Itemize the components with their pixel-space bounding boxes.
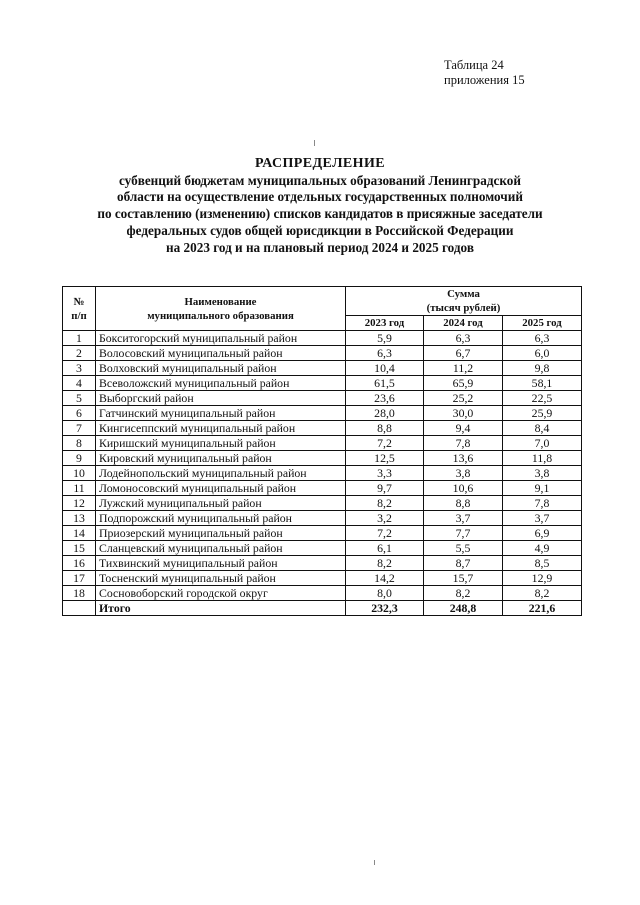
amount-2023: 8,8 bbox=[346, 421, 424, 436]
table-reference bbox=[444, 58, 525, 88]
header-name-line2: муниципального образования bbox=[147, 309, 294, 322]
amount-2023: 8,0 bbox=[346, 586, 424, 601]
municipality-name: Всеволожский муниципальный район bbox=[96, 376, 346, 391]
table-row bbox=[63, 361, 582, 376]
table-row bbox=[63, 556, 582, 571]
row-number: 17 bbox=[63, 571, 96, 586]
municipality-name: Выборгский район bbox=[96, 391, 346, 406]
amount-2024: 3,7 bbox=[424, 511, 503, 526]
table-row bbox=[63, 346, 582, 361]
amount-2025: 22,5 bbox=[503, 391, 582, 406]
amount-2023: 28,0 bbox=[346, 406, 424, 421]
row-number: 3 bbox=[63, 361, 96, 376]
table-row bbox=[63, 586, 582, 601]
amount-2024: 30,0 bbox=[424, 406, 503, 421]
amount-2023: 7,2 bbox=[346, 526, 424, 541]
amount-2024: 5,5 bbox=[424, 541, 503, 556]
header-number-line1: № bbox=[73, 295, 85, 308]
amount-2023: 61,5 bbox=[346, 376, 424, 391]
total-row bbox=[63, 601, 582, 616]
row-number: 1 bbox=[63, 331, 96, 346]
row-number: 13 bbox=[63, 511, 96, 526]
amount-2023: 3,3 bbox=[346, 466, 424, 481]
municipality-name: Тихвинский муниципальный район bbox=[96, 556, 346, 571]
municipality-name: Бокситогорский муниципальный район bbox=[96, 331, 346, 346]
municipality-name: Гатчинский муниципальный район bbox=[96, 406, 346, 421]
row-number: 6 bbox=[63, 406, 96, 421]
amount-2024: 8,8 bbox=[424, 496, 503, 511]
table-row bbox=[63, 511, 582, 526]
header-year-2025: 2025 год bbox=[503, 316, 582, 331]
amount-2025: 9,8 bbox=[503, 361, 582, 376]
amount-2025: 6,3 bbox=[503, 331, 582, 346]
header-year-2024: 2024 год bbox=[424, 316, 503, 331]
amount-2025: 8,4 bbox=[503, 421, 582, 436]
municipality-name: Тосненский муниципальный район bbox=[96, 571, 346, 586]
amount-2024: 8,2 bbox=[424, 586, 503, 601]
title-heading: РАСПРЕДЕЛЕНИЕ bbox=[255, 156, 385, 171]
municipality-name: Сланцевский муниципальный район bbox=[96, 541, 346, 556]
title-line-2: области на осуществление отдельных государственных полномочий bbox=[117, 189, 523, 205]
amount-2024: 6,7 bbox=[424, 346, 503, 361]
amount-2025: 4,9 bbox=[503, 541, 582, 556]
header-sum-line2: (тысяч рублей) bbox=[426, 302, 501, 314]
amount-2025: 25,9 bbox=[503, 406, 582, 421]
row-number: 11 bbox=[63, 481, 96, 496]
municipality-name: Лодейнопольский муниципальный район bbox=[96, 466, 346, 481]
amount-2023: 12,5 bbox=[346, 451, 424, 466]
amount-2024: 25,2 bbox=[424, 391, 503, 406]
amount-2024: 13,6 bbox=[424, 451, 503, 466]
total-2025: 221,6 bbox=[503, 601, 582, 616]
amount-2023: 6,3 bbox=[346, 346, 424, 361]
table-row bbox=[63, 451, 582, 466]
row-number: 12 bbox=[63, 496, 96, 511]
amount-2023: 10,4 bbox=[346, 361, 424, 376]
row-number: 2 bbox=[63, 346, 96, 361]
row-number: 18 bbox=[63, 586, 96, 601]
amount-2023: 9,7 bbox=[346, 481, 424, 496]
table-row bbox=[63, 526, 582, 541]
row-number: 7 bbox=[63, 421, 96, 436]
municipality-name: Волховский муниципальный район bbox=[96, 361, 346, 376]
municipality-name: Кировский муниципальный район bbox=[96, 451, 346, 466]
header-year-2023: 2023 год bbox=[346, 316, 424, 331]
amount-2024: 9,4 bbox=[424, 421, 503, 436]
municipality-name: Кингисеппский муниципальный район bbox=[96, 421, 346, 436]
header-name bbox=[96, 287, 346, 331]
amount-2024: 8,7 bbox=[424, 556, 503, 571]
municipality-name: Волосовский муниципальный район bbox=[96, 346, 346, 361]
table-row bbox=[63, 496, 582, 511]
amount-2023: 7,2 bbox=[346, 436, 424, 451]
title-line-1: субвенций бюджетам муниципальных образований Ленинградской bbox=[119, 172, 521, 188]
amount-2023: 23,6 bbox=[346, 391, 424, 406]
amount-2025: 6,9 bbox=[503, 526, 582, 541]
total-number-cell bbox=[63, 601, 96, 616]
row-number: 5 bbox=[63, 391, 96, 406]
amount-2025: 6,0 bbox=[503, 346, 582, 361]
amount-2023: 14,2 bbox=[346, 571, 424, 586]
appendix-number: приложения 15 bbox=[444, 73, 525, 87]
table-row bbox=[63, 481, 582, 496]
table-row bbox=[63, 421, 582, 436]
title-line-4: федеральных судов общей юрисдикции в Российской Федерации bbox=[126, 222, 514, 238]
total-2024: 248,8 bbox=[424, 601, 503, 616]
title-line-5: на 2023 год и на плановый период 2024 и 2025 годов bbox=[166, 239, 474, 255]
table-row bbox=[63, 391, 582, 406]
municipality-name: Подпорожский муниципальный район bbox=[96, 511, 346, 526]
amount-2023: 3,2 bbox=[346, 511, 424, 526]
row-number: 16 bbox=[63, 556, 96, 571]
row-number: 15 bbox=[63, 541, 96, 556]
header-sum bbox=[346, 287, 582, 316]
amount-2025: 8,2 bbox=[503, 586, 582, 601]
title-line-3: по составлению (изменению) списков кандидатов в присяжные заседатели bbox=[97, 206, 543, 222]
amount-2025: 12,9 bbox=[503, 571, 582, 586]
table-row bbox=[63, 466, 582, 481]
amount-2025: 8,5 bbox=[503, 556, 582, 571]
amount-2025: 7,8 bbox=[503, 496, 582, 511]
header-number bbox=[63, 287, 96, 331]
header-number-line2: п/п bbox=[71, 309, 87, 322]
table-row bbox=[63, 541, 582, 556]
total-2023: 232,3 bbox=[346, 601, 424, 616]
municipality-name: Лужский муниципальный район bbox=[96, 496, 346, 511]
row-number: 4 bbox=[63, 376, 96, 391]
municipality-name: Сосновоборский городской округ bbox=[96, 586, 346, 601]
distribution-table bbox=[62, 286, 582, 616]
amount-2025: 58,1 bbox=[503, 376, 582, 391]
municipality-name: Киришский муниципальный район bbox=[96, 436, 346, 451]
scan-mark bbox=[374, 860, 375, 865]
amount-2025: 7,0 bbox=[503, 436, 582, 451]
scan-mark bbox=[314, 140, 315, 146]
amount-2023: 5,9 bbox=[346, 331, 424, 346]
amount-2025: 3,8 bbox=[503, 466, 582, 481]
row-number: 14 bbox=[63, 526, 96, 541]
table-number: Таблица 24 bbox=[444, 58, 504, 72]
amount-2024: 7,7 bbox=[424, 526, 503, 541]
amount-2025: 11,8 bbox=[503, 451, 582, 466]
amount-2024: 65,9 bbox=[424, 376, 503, 391]
table-row bbox=[63, 571, 582, 586]
amount-2024: 3,8 bbox=[424, 466, 503, 481]
header-name-line1: Наименование bbox=[184, 295, 257, 308]
row-number: 8 bbox=[63, 436, 96, 451]
row-number: 10 bbox=[63, 466, 96, 481]
table-row bbox=[63, 436, 582, 451]
amount-2024: 15,7 bbox=[424, 571, 503, 586]
header-sum-line1: Сумма bbox=[447, 288, 480, 300]
amount-2024: 11,2 bbox=[424, 361, 503, 376]
table-row bbox=[63, 406, 582, 421]
amount-2023: 8,2 bbox=[346, 496, 424, 511]
amount-2023: 8,2 bbox=[346, 556, 424, 571]
row-number: 9 bbox=[63, 451, 96, 466]
amount-2025: 3,7 bbox=[503, 511, 582, 526]
amount-2025: 9,1 bbox=[503, 481, 582, 496]
municipality-name: Ломоносовский муниципальный район bbox=[96, 481, 346, 496]
amount-2024: 6,3 bbox=[424, 331, 503, 346]
amount-2024: 7,8 bbox=[424, 436, 503, 451]
document-title bbox=[0, 156, 640, 256]
total-label: Итого bbox=[96, 601, 346, 616]
amount-2024: 10,6 bbox=[424, 481, 503, 496]
municipality-name: Приозерский муниципальный район bbox=[96, 526, 346, 541]
table-row bbox=[63, 331, 582, 346]
table-row bbox=[63, 376, 582, 391]
amount-2023: 6,1 bbox=[346, 541, 424, 556]
